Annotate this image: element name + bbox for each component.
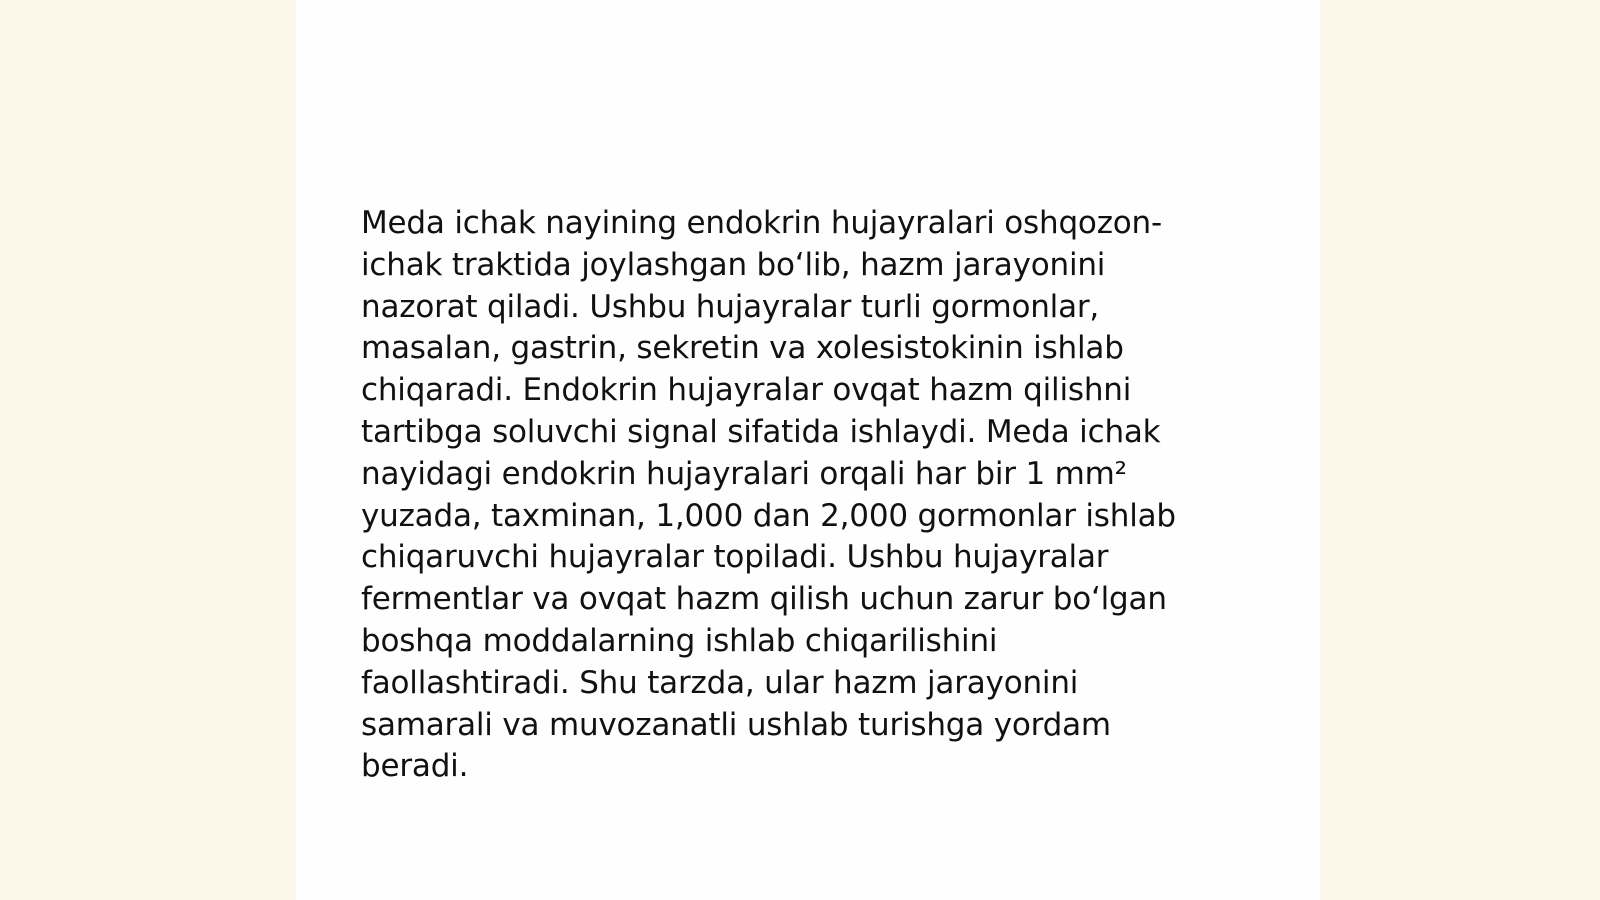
paragraph-line-11: boshqa moddalarning ishlab chiqarilishini <box>361 622 998 659</box>
paragraph-line-14: beradi. <box>361 748 469 785</box>
paragraph-line-2: ichak traktida joylashgan boʻlib, hazm jarayonini <box>361 246 1106 283</box>
body-paragraph <box>361 203 1241 788</box>
paragraph-line-6: tartibga soluvchi signal sifatida ishlaydi. Meda ichak <box>361 413 1161 450</box>
paragraph-line-10: fermentlar va ovqat hazm qilish uchun zarur boʻlgan <box>361 581 1167 618</box>
paragraph-line-8: yuzada, taxminan, 1,000 dan 2,000 gormonlar ishlab <box>361 497 1176 534</box>
paragraph-line-12: faollashtiradi. Shu tarzda, ular hazm jarayonini <box>361 664 1079 701</box>
paragraph-line-1: Meda ichak nayining endokrin hujayralari oshqozon- <box>361 205 1162 241</box>
document-page <box>296 0 1320 900</box>
paragraph-line-13: samarali va muvozanatli ushlab turishga yordam <box>361 706 1111 743</box>
paragraph-line-7: nayidagi endokrin hujayralari orqali har bir 1 mm² <box>361 455 1127 492</box>
paragraph-line-4: masalan, gastrin, sekretin va xolesistokinin ishlab <box>361 330 1124 367</box>
paragraph-line-9: chiqaruvchi hujayralar topiladi. Ushbu hujayralar <box>361 539 1109 576</box>
paragraph-line-3: nazorat qiladi. Ushbu hujayralar turli gormonlar, <box>361 288 1100 325</box>
paragraph-line-5: chiqaradi. Endokrin hujayralar ovqat hazm qilishni <box>361 372 1132 409</box>
